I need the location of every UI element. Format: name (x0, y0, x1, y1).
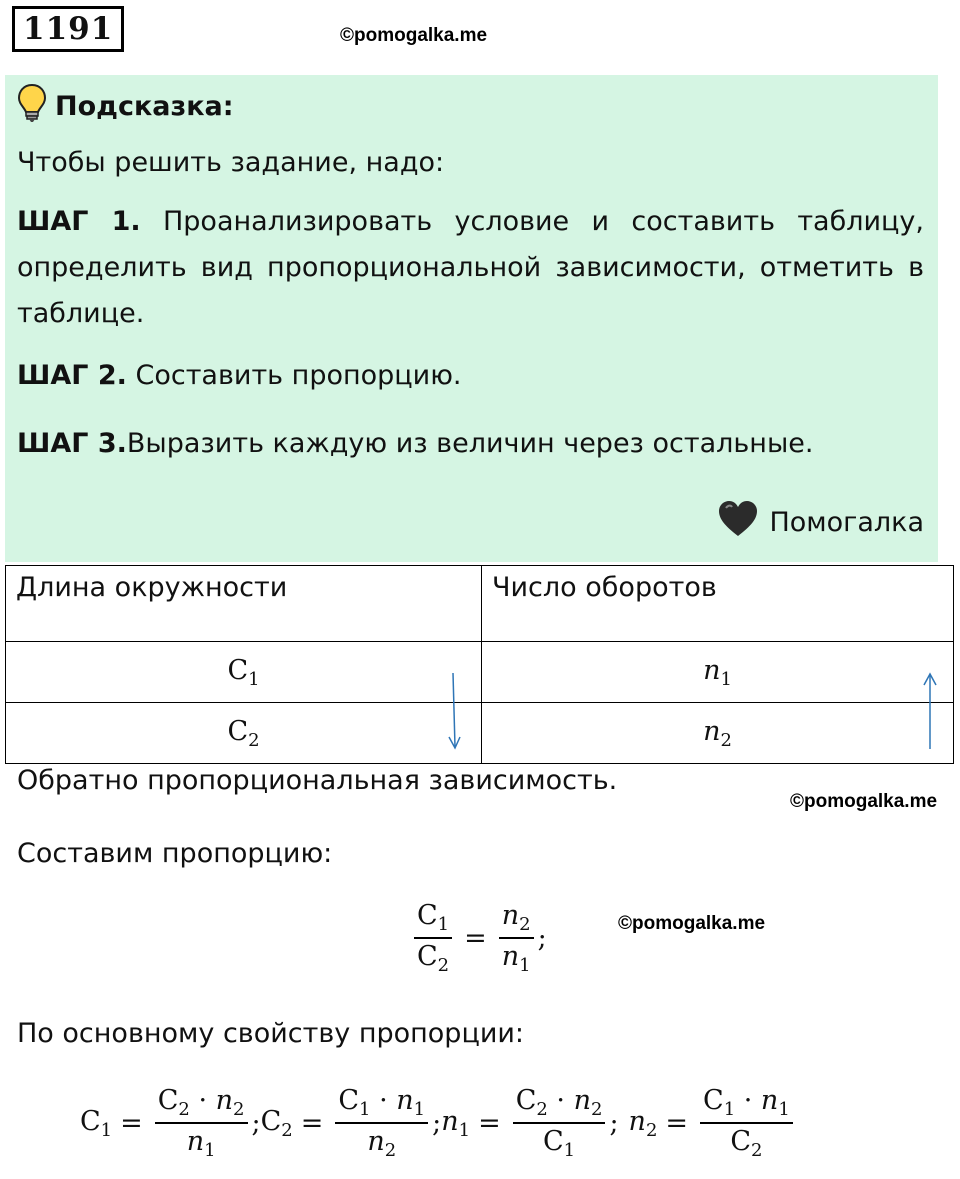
sub: 2 (281, 1119, 293, 1141)
var: C (80, 1105, 101, 1137)
var: C (417, 941, 438, 972)
hint-title-text: Подсказка: (55, 91, 234, 122)
fraction (513, 1085, 606, 1161)
var: C (543, 1126, 564, 1157)
equals-sign: = (300, 1107, 324, 1139)
sub: 1 (519, 955, 531, 976)
heart-icon (717, 500, 759, 545)
var: n (501, 941, 520, 972)
sub: 2 (384, 1140, 397, 1161)
cell-value: C (227, 654, 249, 686)
var: C (703, 1085, 724, 1116)
sub: 2 (645, 1119, 658, 1141)
semicolon: ; (251, 1107, 261, 1139)
var: n (441, 1105, 459, 1137)
sub: 2 (590, 1099, 603, 1120)
lightbulb-icon (17, 83, 47, 130)
sub: 2 (178, 1099, 190, 1120)
var: C (515, 1085, 537, 1116)
watermark: ©pomogalka.me (790, 791, 938, 812)
cell-subscript: 2 (248, 729, 260, 751)
sub: 2 (233, 1099, 245, 1120)
property-text: По основному свойству пропорции: (17, 1018, 525, 1049)
table-cell (6, 642, 482, 703)
arrow-up-icon (922, 671, 938, 751)
sub: 1 (778, 1099, 790, 1120)
var: n (215, 1085, 234, 1116)
var: C (157, 1085, 179, 1116)
fraction (700, 1085, 793, 1161)
step-label: ШАГ 2. (17, 360, 127, 391)
dot: · (556, 1085, 565, 1116)
sub: 1 (413, 1099, 426, 1120)
sub: 1 (437, 914, 450, 935)
dot: · (198, 1085, 208, 1116)
equals-sign: = (464, 922, 487, 954)
signature-text: Помогалка (769, 507, 924, 538)
cell-subscript: 2 (720, 729, 732, 751)
hint-step-1 (17, 199, 924, 337)
equals-sign: = (120, 1107, 143, 1139)
sub: 1 (458, 1119, 471, 1141)
var: C (260, 1105, 282, 1137)
var: n (760, 1085, 779, 1116)
sub: 2 (519, 914, 531, 935)
fraction (414, 900, 452, 976)
watermark: ©pomogalka.me (340, 25, 488, 46)
table-cell (482, 703, 954, 764)
sub: 2 (751, 1140, 763, 1161)
signature (717, 500, 924, 545)
sub: 1 (563, 1140, 576, 1161)
table-header-row (6, 566, 954, 642)
var: C (417, 900, 438, 931)
var: n (501, 900, 520, 931)
hint-title (17, 83, 234, 130)
table-row (6, 703, 954, 764)
derived-formulas (80, 1085, 797, 1161)
proportion-table (5, 565, 954, 764)
relation-text: Обратно пропорциональная зависимость. (17, 765, 618, 796)
step-text: Проанализировать условие и составить таблицу, определить вид пропорциональной зависимости, отметить в таблице. (17, 206, 924, 329)
header-cell: Число оборотов (482, 566, 954, 642)
hint-step-3 (17, 421, 924, 467)
table-row (6, 642, 954, 703)
fraction (155, 1085, 248, 1161)
sub: 2 (437, 955, 450, 976)
step-text: Составить пропорцию. (126, 360, 462, 391)
fraction (499, 900, 534, 976)
fraction (335, 1085, 428, 1161)
hint-step-2 (17, 353, 924, 399)
proportion-formula (410, 900, 547, 976)
watermark: ©pomogalka.me (618, 913, 766, 934)
hint-box (5, 75, 938, 562)
sub: 1 (723, 1099, 736, 1120)
header-cell: Длина окружности (6, 566, 482, 642)
semicolon: ; (432, 1107, 442, 1139)
var: n (573, 1085, 591, 1116)
cell-value: n (703, 715, 721, 747)
step-label: ШАГ 1. (17, 206, 141, 237)
equals-sign: = (665, 1107, 689, 1139)
table-cell (6, 703, 482, 764)
var: C (338, 1085, 360, 1116)
dot: · (743, 1085, 753, 1116)
arrow-down-icon (446, 671, 462, 751)
table-cell (482, 642, 954, 703)
var: n (628, 1105, 646, 1137)
cell-subscript: 1 (248, 668, 260, 690)
task-number: 1191 (12, 6, 124, 52)
equals-sign: = (478, 1107, 501, 1139)
hint-intro: Чтобы решить задание, надо: (17, 147, 445, 178)
sub: 1 (359, 1099, 371, 1120)
cell-subscript: 1 (720, 668, 732, 690)
sub: 1 (100, 1119, 113, 1141)
sub: 1 (204, 1140, 216, 1161)
var: n (186, 1126, 205, 1157)
cell-value: n (703, 654, 721, 686)
var: n (367, 1126, 385, 1157)
make-proportion-text: Составим пропорцию: (17, 838, 333, 869)
semicolon: ; (537, 922, 547, 954)
var: n (396, 1085, 414, 1116)
dot: · (379, 1085, 388, 1116)
var: C (730, 1126, 751, 1157)
step-label: ШАГ 3. (17, 428, 127, 459)
sub: 2 (536, 1099, 548, 1120)
cell-value: C (227, 715, 249, 747)
semicolon: ; (609, 1107, 619, 1139)
step-text: Выразить каждую из величин через остальные. (126, 428, 814, 459)
